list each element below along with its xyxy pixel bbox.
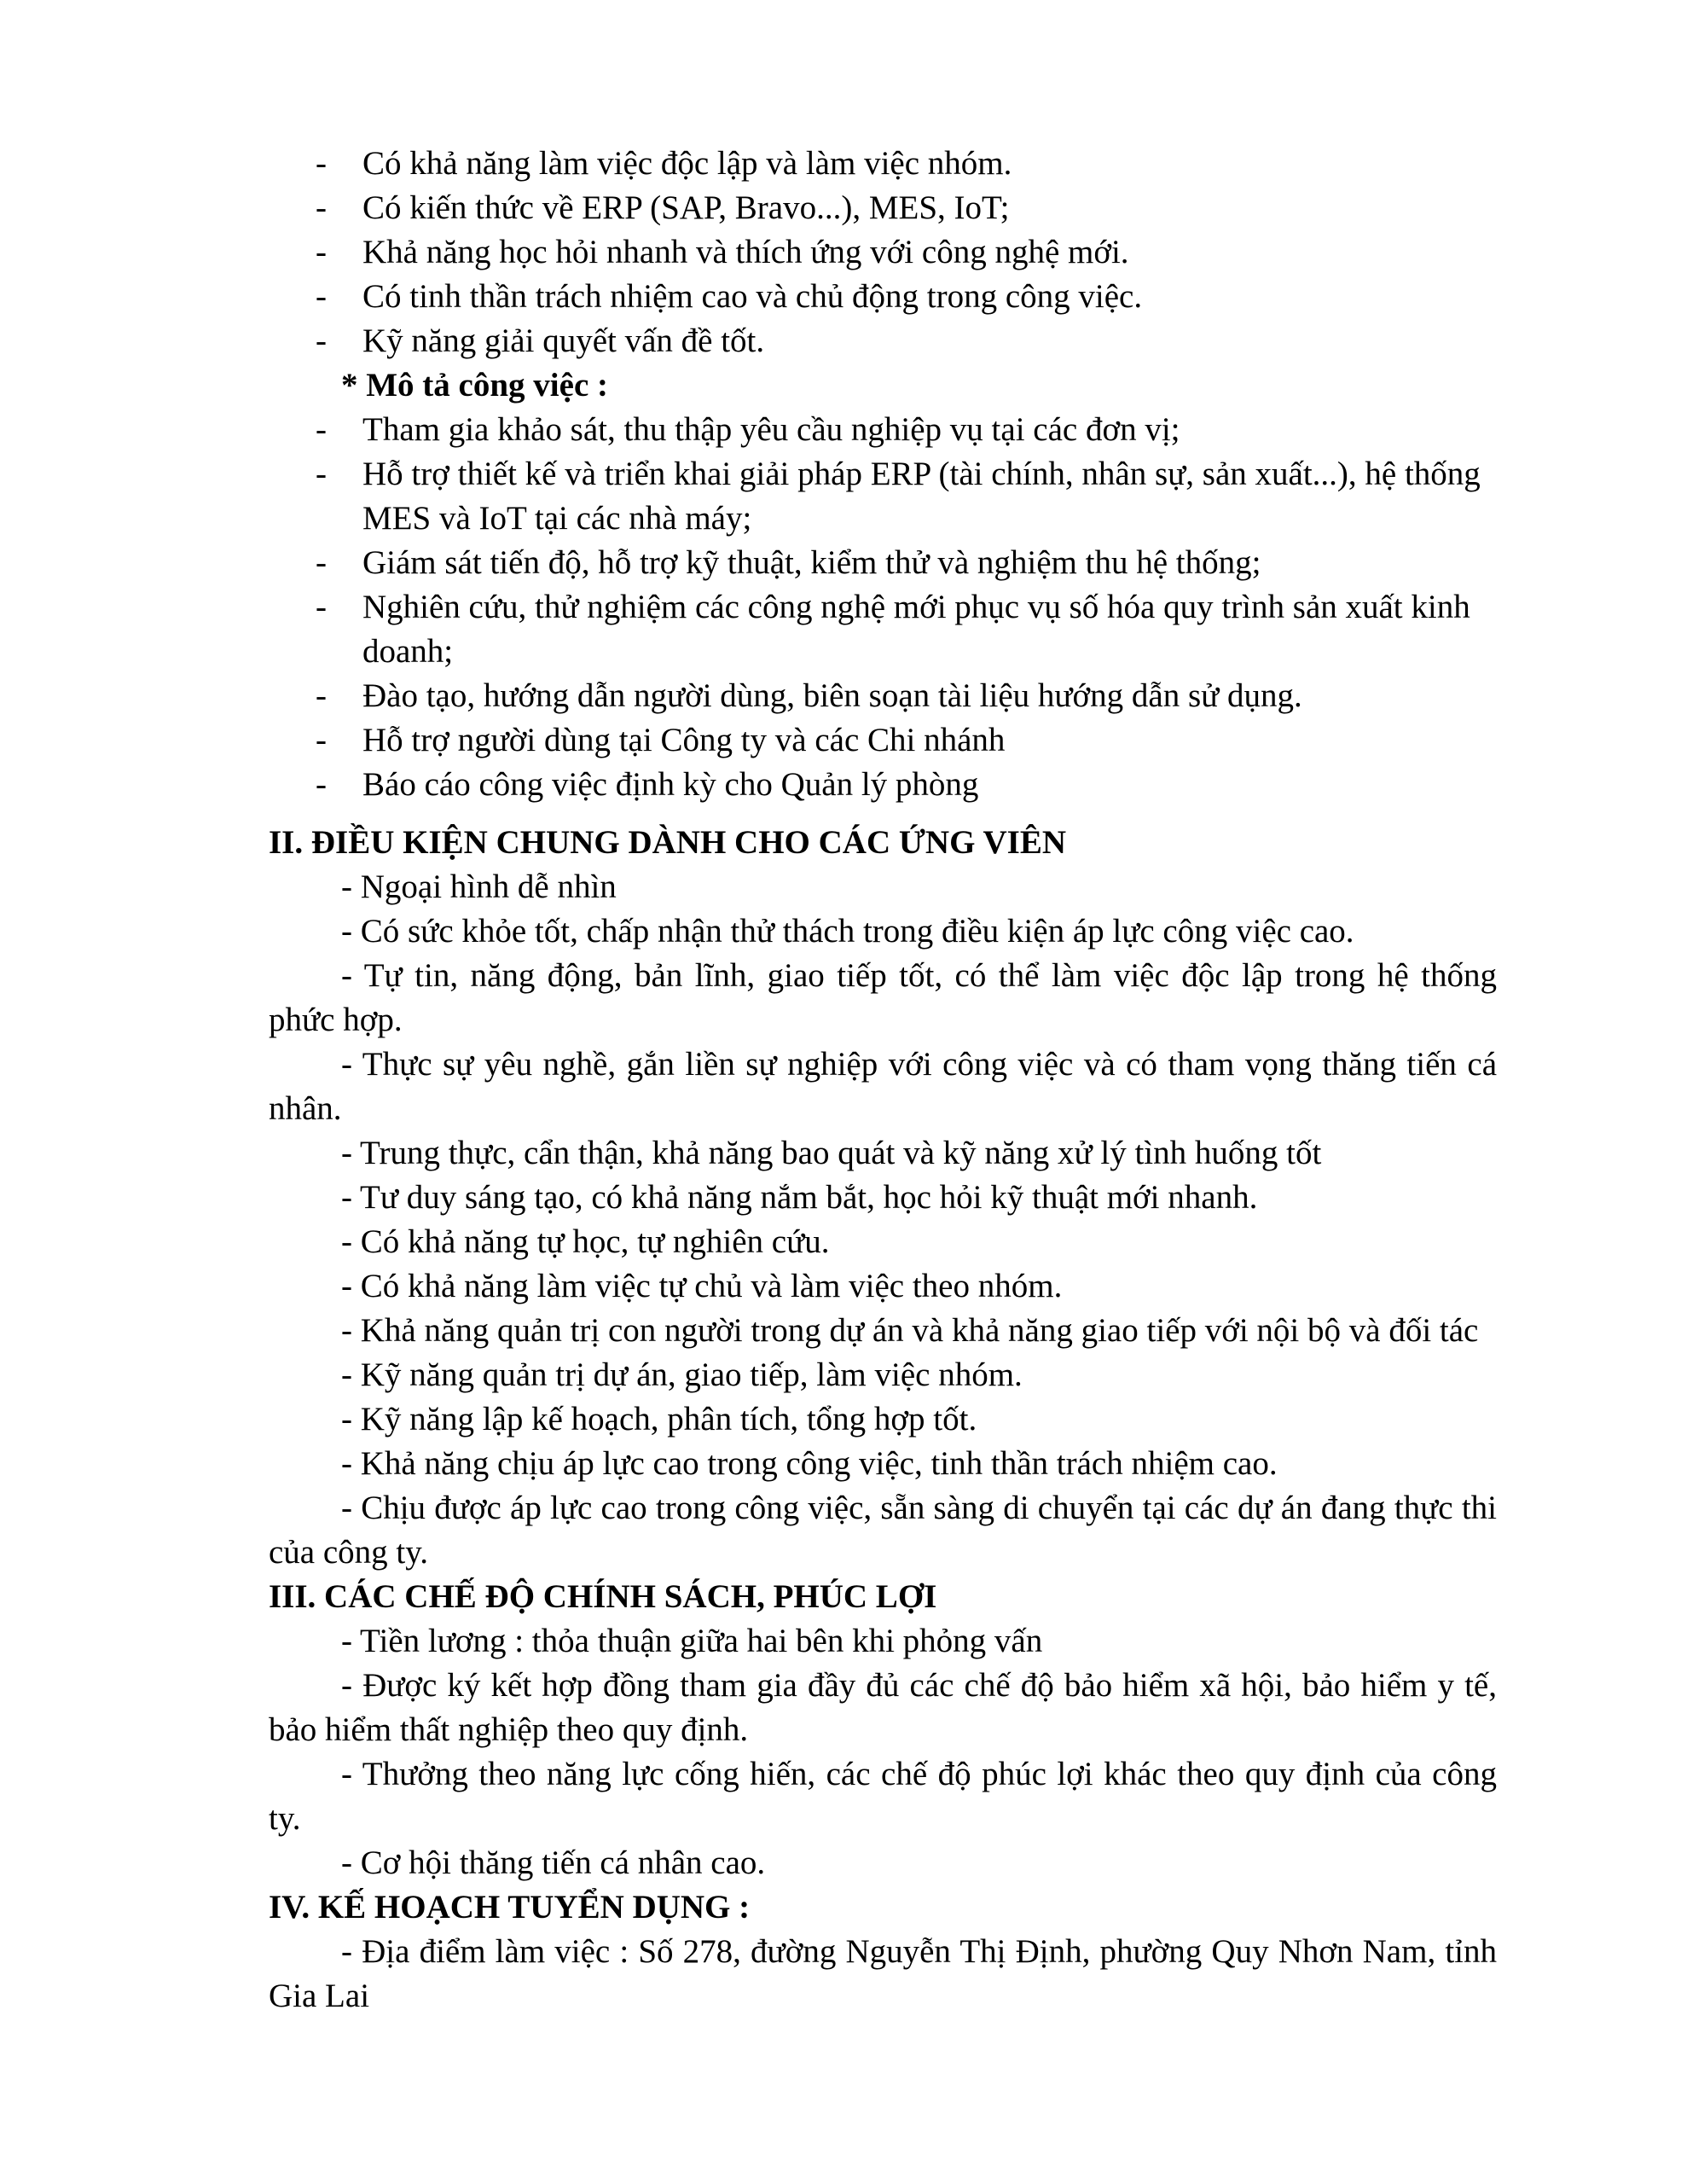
list-dash: - [316,589,327,625]
paragraph-item: - Khả năng quản trị con người trong dự án và khả năng giao tiếp với nội bộ và đối tác [341,1312,1479,1349]
section-heading-benefits: III. CÁC CHẾ ĐỘ CHÍNH SÁCH, PHÚC LỢI [269,1578,937,1615]
list-item: - Khả năng học hỏi nhanh và thích ứng với công nghệ mới. [269,230,1497,275]
list-item: - Đào tạo, hướng dẫn người dùng, biên soạn tài liệu hướng dẫn sử dụng. [269,674,1497,718]
paragraph-item: - Kỹ năng lập kế hoạch, phân tích, tổng hợp tốt. [341,1401,977,1438]
list-dash: - [316,234,327,270]
list-item: - Có kiến thức về ERP (SAP, Bravo...), MES, IoT; [269,186,1497,230]
list-item: - Có tinh thần trách nhiệm cao và chủ động trong công việc. [269,275,1497,319]
list-dash: - [316,722,327,758]
paragraph-item: - Trung thực, cẩn thận, khả năng bao quát và kỹ năng xử lý tình huống tốt [341,1135,1322,1171]
list-item: - Hỗ trợ thiết kế và triển khai giải pháp ERP (tài chính, nhân sự, sản xuất...), hệ thống MES và IoT tại các nhà máy; [269,452,1497,541]
list-item: - Hỗ trợ người dùng tại Công ty và các Chi nhánh [269,718,1497,763]
list-dash: - [316,145,327,182]
list-item: - Kỹ năng giải quyết vấn đề tốt. [269,319,1497,363]
list-dash: - [316,677,327,714]
paragraph-item: - Có khả năng làm việc tự chủ và làm việc theo nhóm. [341,1268,1063,1304]
list-dash: - [316,322,327,359]
document-page [269,142,1497,2018]
paragraph-item: - Địa điểm làm việc : Số 278, đường Nguyễn Thị Định, phường Quy Nhơn Nam, tỉnh Gia Lai [269,1933,1497,2014]
list-item: - Có khả năng làm việc độc lập và làm việc nhóm. [269,142,1497,186]
list-dash: - [316,278,327,315]
paragraph-item: - Ngoại hình dễ nhìn [341,868,617,905]
paragraph-item: - Chịu được áp lực cao trong công việc, sẵn sàng di chuyển tại các dự án đang thực thi của công ty. [269,1490,1497,1571]
list-dash: - [316,456,327,492]
list-dash: - [316,411,327,448]
job-description-heading: * Mô tả công việc : [341,367,608,404]
section-heading-general-conditions: II. ĐIỀU KIỆN CHUNG DÀNH CHO CÁC ỨNG VIÊN [269,824,1066,861]
paragraph-item: - Thưởng theo năng lực cống hiến, các chế độ phúc lợi khác theo quy định của công ty. [269,1756,1497,1837]
paragraph-item: - Khả năng chịu áp lực cao trong công việc, tinh thần trách nhiệm cao. [341,1445,1278,1482]
list-dash: - [316,766,327,803]
paragraph-item: - Tư duy sáng tạo, có khả năng nắm bắt, học hỏi kỹ thuật mới nhanh. [341,1179,1258,1216]
requirements-list [269,142,1497,363]
paragraph-item: - Được ký kết hợp đồng tham gia đầy đủ các chế độ bảo hiểm xã hội, bảo hiểm y tế, bảo hiểm thất nghiệp theo quy định. [269,1667,1497,1748]
list-item: - Nghiên cứu, thử nghiệm các công nghệ mới phục vụ số hóa quy trình sản xuất kinh doanh; [269,585,1497,674]
list-item: - Báo cáo công việc định kỳ cho Quản lý phòng [269,763,1497,807]
benefits-list [269,1619,1497,1885]
paragraph-item: - Kỹ năng quản trị dự án, giao tiếp, làm việc nhóm. [341,1356,1023,1393]
recruitment-plan-list [269,1930,1497,2018]
list-item: - Tham gia khảo sát, thu thập yêu cầu nghiệp vụ tại các đơn vị; [269,408,1497,452]
list-item: - Giám sát tiến độ, hỗ trợ kỹ thuật, kiểm thử và nghiệm thu hệ thống; [269,541,1497,585]
list-dash: - [316,189,327,226]
section-heading-recruitment-plan: IV. KẾ HOẠCH TUYỂN DỤNG : [269,1889,751,1926]
paragraph-item: - Thực sự yêu nghề, gắn liền sự nghiệp với công việc và có tham vọng thăng tiến cá nhân. [269,1046,1497,1127]
list-dash: - [316,544,327,581]
paragraph-item: - Tự tin, năng động, bản lĩnh, giao tiếp tốt, có thể làm việc độc lập trong hệ thống phức hợp. [269,957,1497,1038]
paragraph-item: - Có sức khỏe tốt, chấp nhận thử thách trong điều kiện áp lực công việc cao. [341,913,1354,950]
paragraph-item: - Tiền lương : thỏa thuận giữa hai bên khi phỏng vấn [341,1623,1043,1659]
job-description-list [269,408,1497,807]
paragraph-item: - Có khả năng tự học, tự nghiên cứu. [341,1223,830,1260]
paragraph-item: - Cơ hội thăng tiến cá nhân cao. [341,1844,766,1881]
general-conditions-list [269,865,1497,1575]
